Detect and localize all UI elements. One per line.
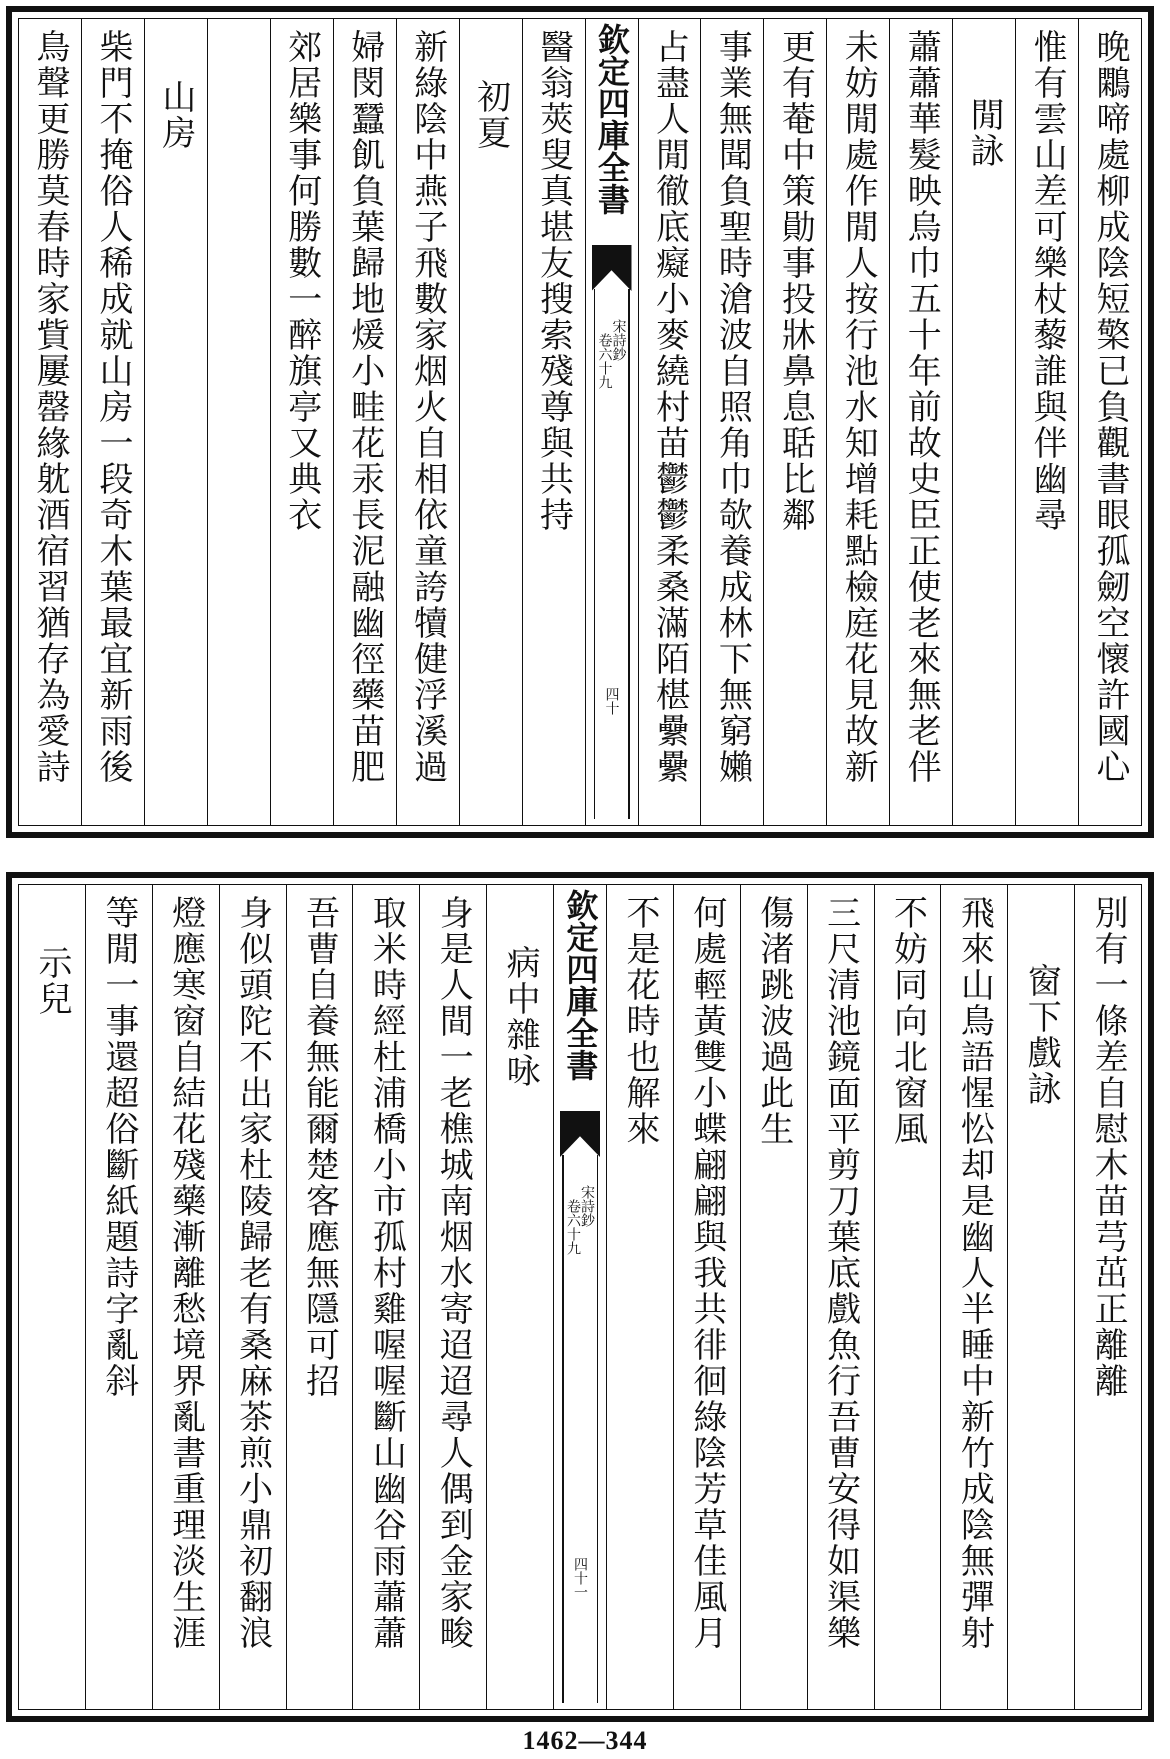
- page-number: 1462—344: [522, 1726, 648, 1755]
- upper-leaf-columns: [19, 19, 1141, 825]
- lower-leaf-frame: [18, 884, 1142, 1710]
- column-text: 取米時經杜浦橋小市孤村雞喔喔斷山幽谷雨蕭蕭: [366, 895, 407, 1651]
- text-column: [1015, 19, 1078, 825]
- text-column: [270, 19, 333, 825]
- lower-leaf-columns: [19, 885, 1141, 1709]
- column-text: 窗下戲詠: [1021, 963, 1062, 1107]
- text-column: [826, 19, 889, 825]
- text-column: [807, 885, 874, 1709]
- text-column: [85, 885, 152, 1709]
- column-text: 不妨同向北窗風: [887, 895, 928, 1147]
- column-text: 等閒一事還超俗斷紙題詩字亂斜: [98, 895, 139, 1399]
- fishtail-mark: [592, 245, 632, 291]
- column-text: 郊居樂事何勝數一醉旗亭又典衣: [281, 29, 322, 533]
- lower-leaf: [6, 872, 1154, 1722]
- column-text: 別有一條差自慰木苗芎茁正離離: [1088, 895, 1129, 1399]
- text-column: [352, 885, 419, 1709]
- juan-number: 卷六十九: [596, 333, 613, 389]
- juan-number: 卷六十九: [565, 1199, 581, 1255]
- volume-title: 宋詩鈔: [610, 319, 627, 361]
- text-column: [940, 885, 1007, 1709]
- column-text: 新綠陰中燕子飛數家烟火自相依童誇犢健浮溪過: [407, 29, 448, 785]
- column-text: 惟有雲山差可樂杖藜誰與伴幽尋: [1027, 29, 1068, 533]
- book-title: 欽定四庫全書: [592, 23, 631, 215]
- text-column: [606, 885, 673, 1709]
- text-column: [673, 885, 740, 1709]
- center-margin: [585, 19, 638, 825]
- text-column: [889, 19, 952, 825]
- column-text: 醫翁莢叟真堪友搜索殘尊與共持: [533, 29, 574, 533]
- text-column: [333, 19, 396, 825]
- folio-number: 四十: [603, 687, 620, 715]
- text-column: [1078, 19, 1141, 825]
- column-text: 未妨閒處作閒人按行池水知增耗點檢庭花見故新: [838, 29, 879, 785]
- column-text: 占盡人閒徹底癡小麥繞村苗鬱鬱柔桑滿陌椹纍纍: [649, 29, 690, 785]
- column-text: 三尺清池鏡面平剪刀葉底戲魚行吾曹安得如渠樂: [820, 895, 861, 1651]
- margin-rule: [594, 289, 596, 819]
- text-column: [638, 19, 701, 825]
- text-column: [1074, 885, 1141, 1709]
- column-text: 不是花時也解來: [619, 895, 660, 1147]
- text-column: [459, 19, 522, 825]
- column-text: 蕭蕭華髮映烏巾五十年前故史臣正使老來無老伴: [901, 29, 942, 785]
- text-column: [219, 885, 286, 1709]
- column-text: 山房: [155, 79, 196, 151]
- column-text: 身是人間一老樵城南烟水寄迢迢尋人偶到金家畯: [433, 895, 474, 1651]
- text-column: [81, 19, 144, 825]
- column-text: 飛來山鳥語惺忪却是幽人半睡中新竹成陰無彈射: [954, 895, 995, 1651]
- text-column: [286, 885, 353, 1709]
- text-column: [152, 885, 219, 1709]
- column-text: 初夏: [470, 79, 511, 151]
- text-column: [763, 19, 826, 825]
- column-text: 傷渚跳波過此生: [753, 895, 794, 1147]
- text-column: [1007, 885, 1074, 1709]
- upper-leaf-frame: [18, 18, 1142, 826]
- text-column: [486, 885, 553, 1709]
- column-text: 婦閔蠶飢負葉歸地煖小畦花汞長泥融幽徑藥苗肥: [344, 29, 385, 785]
- text-column: [419, 885, 486, 1709]
- volume-title: 宋詩鈔: [579, 1185, 595, 1227]
- column-text: 事業無聞負聖時滄波自照角巾欹養成林下無窮嬾: [712, 29, 753, 785]
- column-text: 示兒: [31, 945, 72, 1017]
- column-text: 病中雜咏: [500, 945, 541, 1089]
- text-column: [700, 19, 763, 825]
- column-text: 閒詠: [964, 97, 1005, 169]
- book-title: 欽定四庫全書: [561, 889, 600, 1081]
- column-text: 吾曹自養無能爾楚客應無隱可招: [299, 895, 340, 1399]
- text-column: [19, 19, 81, 825]
- text-column: [740, 885, 807, 1709]
- column-text: 晚鷴啼處柳成陰短檠已負觀書眼孤劒空懷許國心: [1090, 29, 1131, 785]
- column-text: 何處輕黃雙小蝶翩翩與我共徘徊綠陰芳草佳風月: [686, 895, 727, 1651]
- text-column: [207, 19, 270, 825]
- column-text: 更有菴中策勛事投牀鼻息聒比鄰: [775, 29, 816, 533]
- column-text: 柴門不掩俗人稀成就山房一段奇木葉最宜新雨後: [92, 29, 133, 785]
- column-text: 鳥聲更勝莫春時家貲屢罄緣躭酒宿習猶存為愛詩: [30, 29, 71, 785]
- margin-rule: [562, 1155, 564, 1703]
- folio-number: 四十一: [572, 1557, 588, 1599]
- center-margin: [553, 885, 606, 1709]
- text-column: [19, 885, 85, 1709]
- column-text: 燈應寒窗自結花殘藥漸離愁境界亂書重理淡生涯: [165, 895, 206, 1651]
- text-column: [396, 19, 459, 825]
- upper-leaf: [6, 6, 1154, 838]
- column-text: 身似頭陀不出家杜陵歸老有桑麻茶煎小鼎初翻浪: [232, 895, 273, 1651]
- text-column: [144, 19, 207, 825]
- text-column: [952, 19, 1015, 825]
- fishtail-mark: [560, 1111, 600, 1157]
- margin-rule: [597, 1155, 599, 1703]
- text-column: [522, 19, 585, 825]
- text-column: [874, 885, 941, 1709]
- margin-rule: [628, 289, 630, 819]
